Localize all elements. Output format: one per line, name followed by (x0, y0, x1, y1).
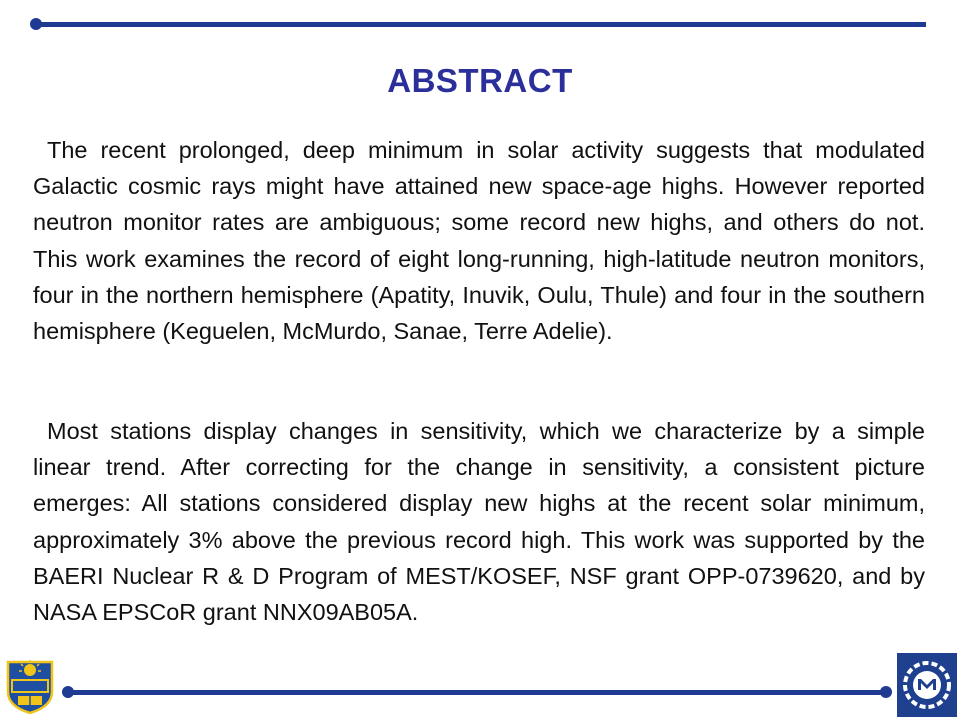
top-divider-line (34, 22, 926, 27)
abstract-paragraph-2: Most stations display changes in sensitivity, which we characterize by a simple linear trend. After correcting for the change in sensitivity, a consistent picture emerges: All stations considered display new highs at the recent solar minimum, approximately 3% above the previous record high. This work was supported by the BAERI Nuclear R & D Program of MEST/KOSEF, NSF grant OPP-0739620, and by NASA EPSCoR grant NNX09AB05A. (33, 418, 925, 626)
abstract-paragraph-1: The recent prolonged, deep minimum in solar activity suggests that modulated Galactic cosmic rays might have attained new space-age highs. However reported neutron monitor rates are ambiguous; some record new highs, and others do not. This work examines the record of eight long-running, high-latitude neutron monitors, four in the northern hemisphere (Apatity, Inuvik, Oulu, Thule) and four in the southern hemisphere (Keguelen, McMurdo, Sanae, Terre Adelie). (33, 137, 925, 345)
institution-emblem-logo (896, 652, 958, 718)
university-of-delaware-logo (4, 658, 56, 714)
emblem-ring-icon (896, 652, 958, 718)
bottom-divider-line (68, 690, 886, 695)
university-shield-icon (4, 658, 56, 714)
top-divider-dot (30, 18, 42, 30)
bottom-divider-dot-right (880, 686, 892, 698)
bottom-divider-dot-left (62, 686, 74, 698)
slide-title: ABSTRACT (387, 62, 573, 99)
